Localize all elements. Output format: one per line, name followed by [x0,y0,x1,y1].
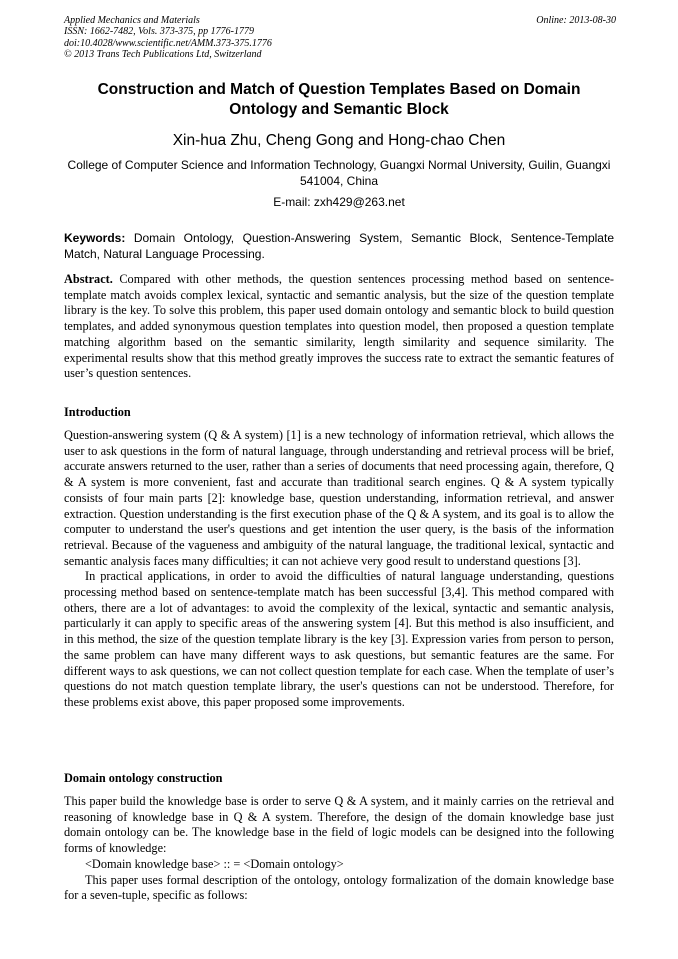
doi-line: doi:10.4028/www.scientific.net/AMM.373-375.1776 [64,37,272,49]
paragraph: In practical applications, in order to avoid the difficulties of natural language understanding, questions processing method based on sentence-template match has been successful [3,4]. This method compared with others, there are a lot of advantages: to avoid the complexity of the lexical, syntactic and semantic analysis, particularly it can apply to specific areas of the answering system [4]. But this method is also insufficient, and in this method, the size of the question template library is the key [3]. Expression varies from person to person, the same problem can have many different ways to ask questions, but semantic features are the same. For different ways to ask questions, we can not collect question template for each case. When the template of user’s questions do not match question template library, the user's questions can not be understood. Therefore, for these problems exist above, this paper proposed some improvements. [64,569,614,709]
email-line [64,194,614,210]
section-heading-introduction: Introduction [64,405,131,419]
abstract-block [64,272,614,382]
keywords-text: Domain Ontology, Question-Answering System, Semantic Block, Sentence-Template Match, Natural Language Processing. [64,231,614,261]
journal-name: Applied Mechanics and Materials [64,15,200,26]
keywords-label: Keywords: [64,231,126,245]
keywords-block [64,231,614,262]
paragraph: Question-answering system (Q & A system) [1] is a new technology of information retrieval, which allows the user to ask questions in the form of natural language, through understanding and retrieval process will be brief, accurate answers returned to the user, rather than a series of documents that need processing again, therefore, Q & A system is more convenient, fast and accurate than traditional search engines. Q & A system typically consists of four main parts [2]: knowledge base, question understanding, information retrieval, and answer extraction. Question understanding is the first execution phase of the Q & A system, and its goal is to allow the computer to understand the user's questions and get intention the user query, is the basis of the information retrieval. Because of the vagueness and ambiguity of the natural language, the traditional lexical, syntactic and semantic analysis faces many difficulties; it can not achieve very good result to understand questions [3]. [64,428,614,568]
paragraph: This paper uses formal description of the ontology, ontology formalization of the domain knowledge base for a seven-tuple, specific as follows: [64,872,614,903]
journal-header [64,15,616,60]
abstract-text: Compared with other methods, the question sentences processing method based on sentence-template match avoids complex lexical, syntactic and semantic analysis, but the size of the question template library is the key. To solve this problem, this paper used domain ontology and semantic block to build question templates, and added synonymous question templates into question model, then proposed a question template matching algorithm based on the semantic similarity, length similarity and sequence similarity. The experimental results show that this method greatly improves the success rate to extract the semantic features of user’s question sentences. [64,272,615,381]
paper-title: Construction and Match of Question Templates Based on Domain Ontology and Semantic Block [97,81,581,118]
author-affiliation: College of Computer Science and Information Technology, Guangxi Normal University, Guilin, Guangxi 541004, China [67,158,611,189]
online-date: Online: 2013-08-30 [536,15,616,26]
email-address: zxh429@263.net [313,195,405,209]
paper-authors: Xin-hua Zhu, Cheng Gong and Hong-chao Chen [172,132,506,149]
issn-line: ISSN: 1662-7482, Vols. 373-375, pp 1776-1779 [64,26,254,38]
email-label: E-mail: [273,195,311,209]
introduction-body [64,428,614,711]
abstract-label: Abstract. [64,272,113,286]
section-heading-domain-ontology: Domain ontology construction [64,771,223,785]
copyright-line: © 2013 Trans Tech Publications Ltd, Switzerland [64,48,262,60]
domain-ontology-body [64,794,614,904]
paragraph: This paper build the knowledge base is order to serve Q & A system, and it mainly carries on the retrieval and reasoning of knowledge base in Q & A system. Therefore, the design of the domain knowledge base just domain ontology can be. The knowledge base in the field of logic models can be designed into the following forms of knowledge: [64,794,614,856]
formula-line: <Domain knowledge base> :: = <Domain ontology> [85,856,344,871]
